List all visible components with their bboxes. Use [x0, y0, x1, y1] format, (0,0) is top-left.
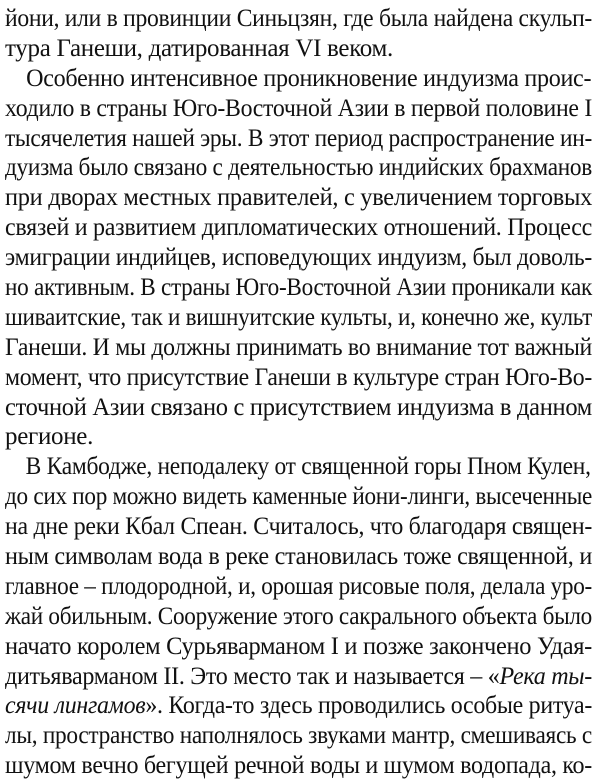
text-line: В Камбодже, неподалеку от священной горы Пном Кулен,	[25, 453, 591, 481]
text-line: главное – плодородной, и, орошая рисовые поля, делала уро-	[5, 572, 592, 600]
text-line: жай обильным. Сооружение этого сакрального объекта было	[5, 602, 592, 630]
paragraph-3	[5, 452, 592, 781]
text-line: до сих пор можно видеть каменные йони-линги, высеченные	[5, 483, 592, 511]
text-line: начато королем Сурьяварманом I и позже закончено Удая-	[5, 632, 592, 660]
text-line: Особенно интенсивное проникновение индуизма проис-	[26, 64, 592, 92]
text-line: связей и развитием дипломатических отношений. Процесс	[5, 214, 592, 242]
text-line: шиваитские, так и вишнуитские культы, и, конечно же, культ	[5, 303, 592, 331]
text-line: йони, или в провинции Синьцзян, где была найдена скульп-	[5, 5, 592, 32]
text-line: тысячелетия нашей эры. В этот период распространение ин-	[5, 124, 592, 152]
text-line: ным символам вода в реке становилась тоже священной, и	[5, 543, 592, 571]
text-line: лы, пространство наполнялось звуками мантр, смешиваясь с	[5, 722, 592, 750]
text-line: при дворах местных правителей, с увеличением торговых	[5, 184, 592, 212]
paragraph-1	[5, 4, 592, 64]
text-line: дуизма было связано с деятельностью индийских брахманов	[5, 154, 592, 182]
text-line-with-quote-end	[5, 691, 592, 721]
italic-title-part-2: сячи лингамов	[5, 692, 146, 720]
text-line: Ганеши. И мы должны принимать во внимание тот важный	[5, 333, 592, 361]
text-line-with-quote-start	[5, 662, 592, 692]
italic-title-part-1: Река ты-	[499, 662, 592, 690]
text-line: но активным. В страны Юго-Восточной Азии проникали как	[5, 274, 592, 302]
text-line: на дне реки Кбал Спеан. Считалось, что благодаря священ-	[5, 513, 592, 541]
text-span: дитьяварманом II. Это место так и называется – «	[5, 662, 500, 690]
text-span: ». Когда-то здесь проводились особые ритуа-	[145, 692, 592, 720]
text-line: регионе.	[5, 423, 94, 451]
text-line: ходило в страны Юго-Восточной Азии в первой половине I	[5, 94, 592, 122]
book-page	[5, 4, 592, 781]
text-line: тура Ганеши, датированная VI веком.	[5, 34, 393, 62]
text-line: момент, что присутствие Ганеши в культуре стран Юго-Во-	[5, 363, 592, 391]
text-line: сточной Азии связано с присутствием индуизма в данном	[5, 393, 592, 421]
text-line: эмиграции индийцев, исповедующих индуизм, был доволь-	[5, 244, 592, 272]
paragraph-2	[5, 64, 592, 453]
text-line: шумом вечно бегущей речной воды и шумом водопада, ко-	[5, 752, 592, 780]
